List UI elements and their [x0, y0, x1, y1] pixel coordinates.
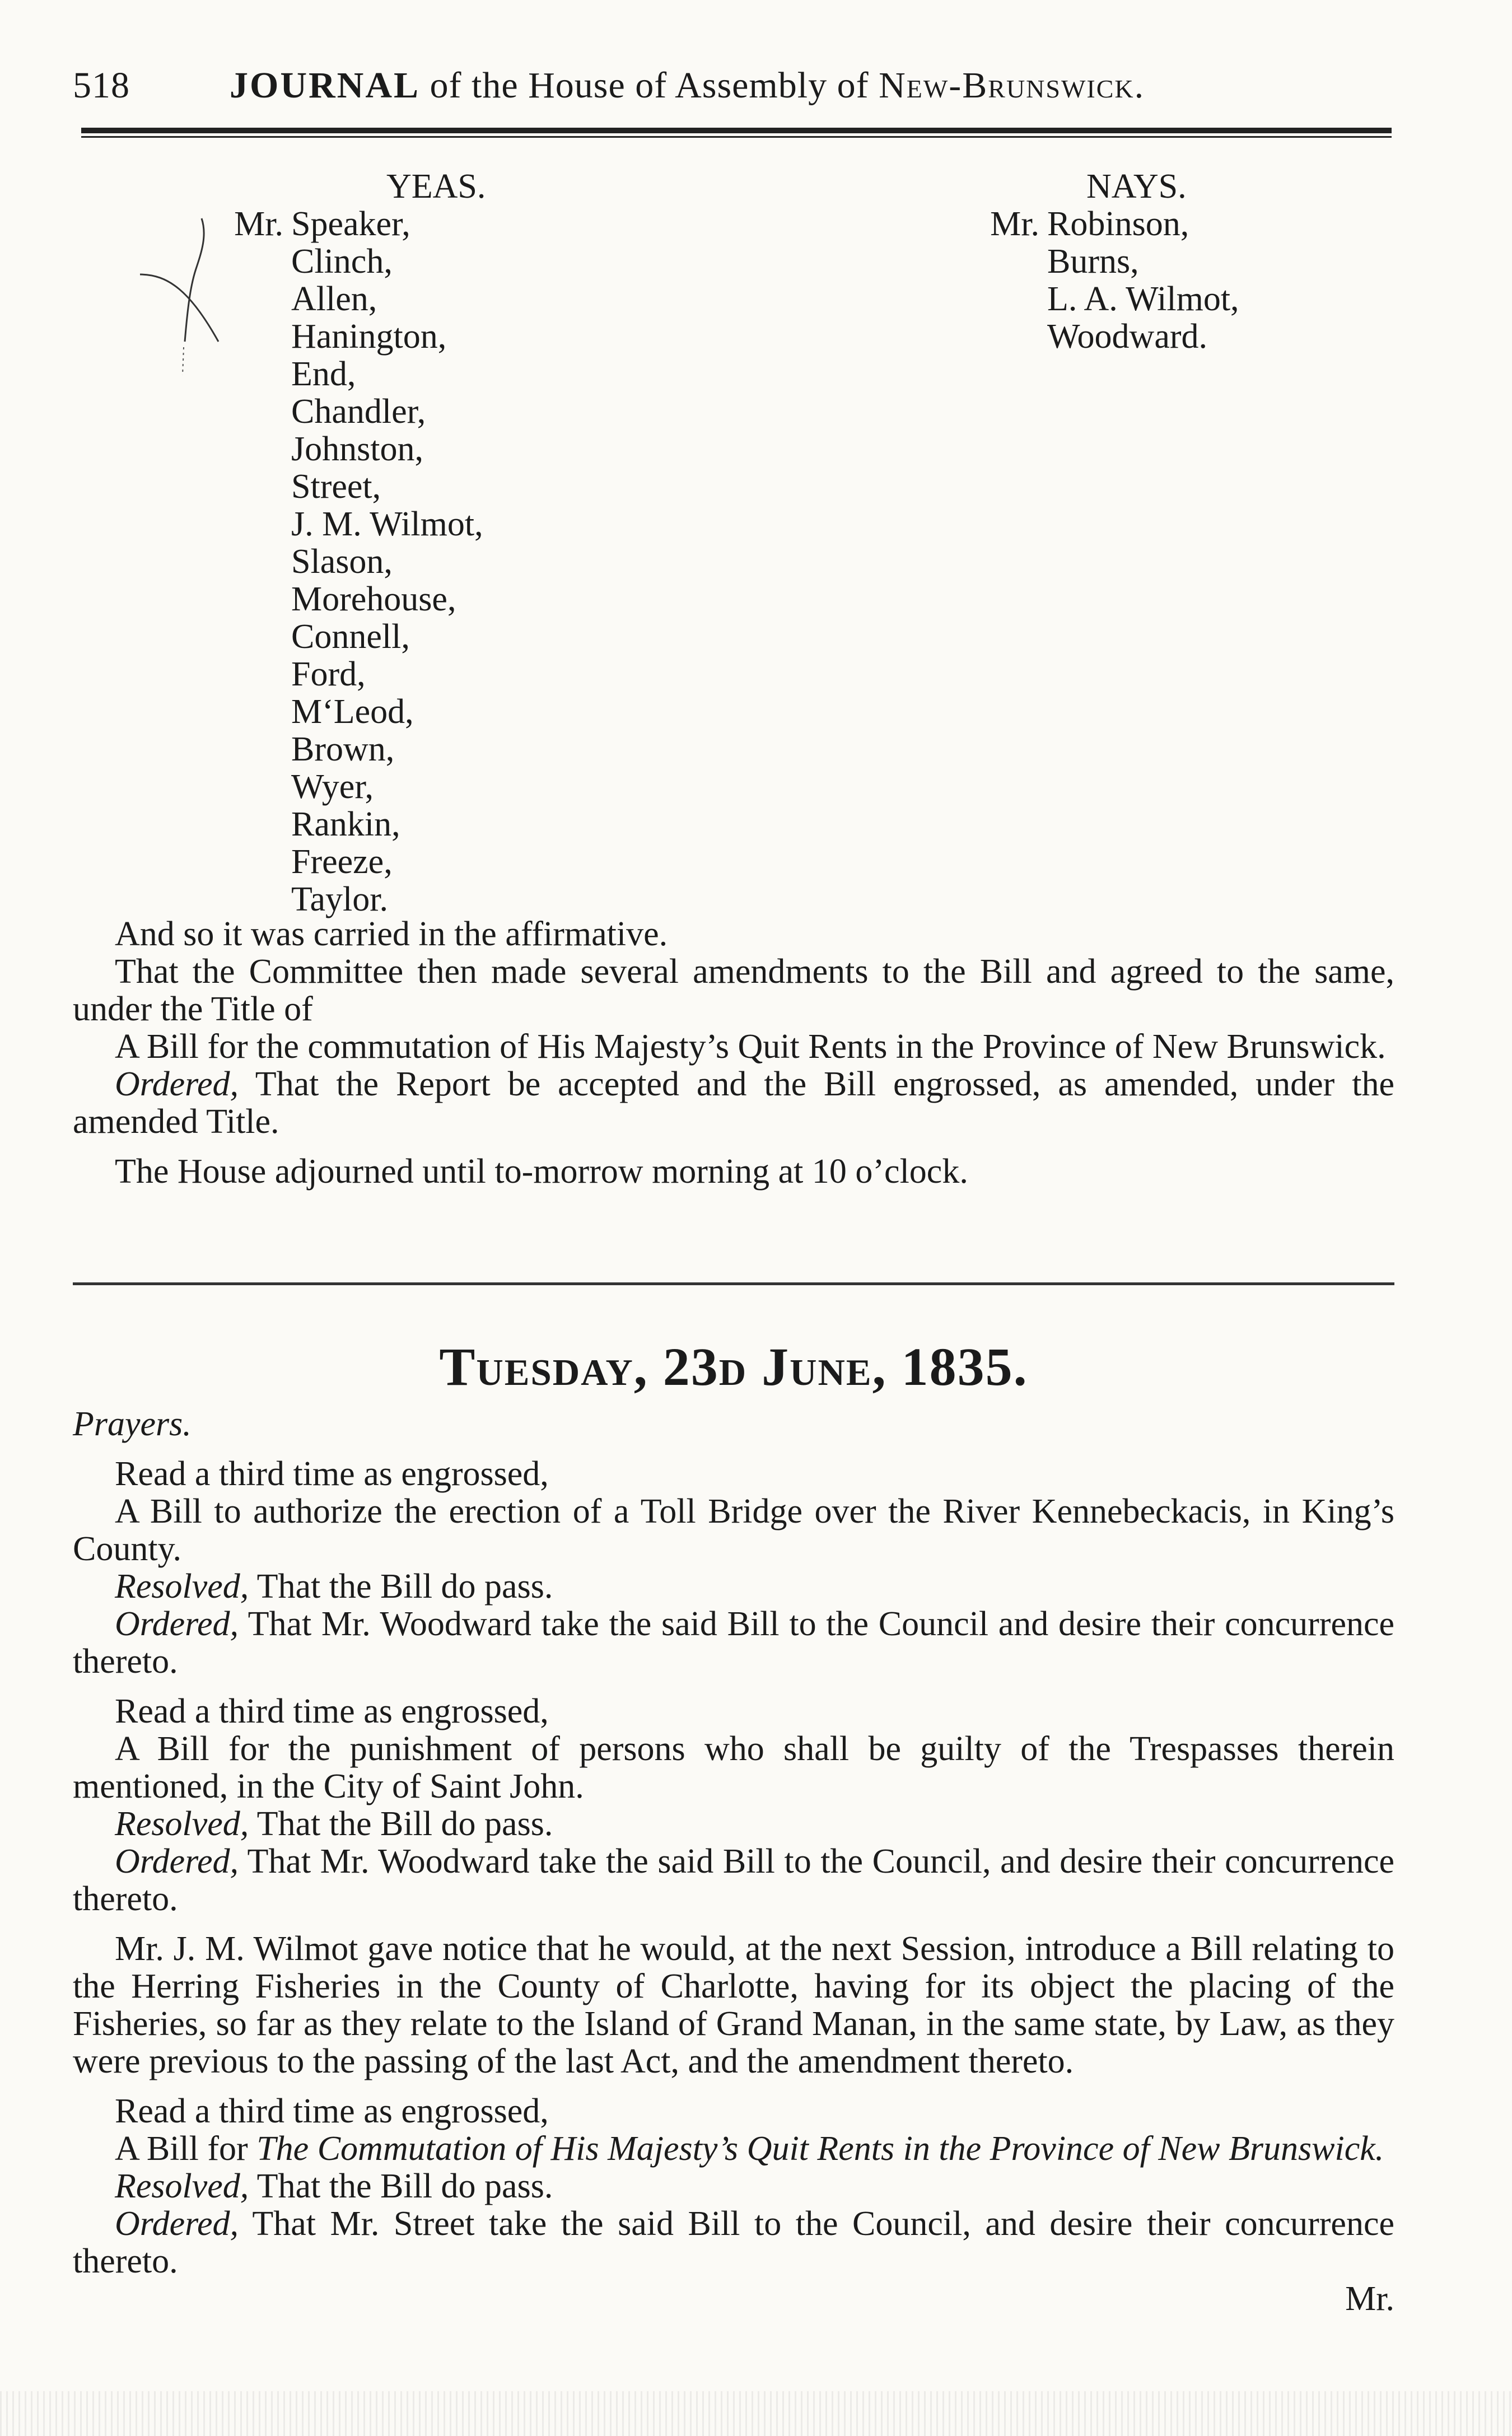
yeas-member [291, 543, 483, 581]
yeas-member [291, 693, 483, 731]
day-heading: Tuesday, 23d June, 1835. [439, 1337, 1028, 1397]
ordered-text: That Mr. Street take the said Bill to the Council, and desire their concurrence thereto. [73, 2205, 1394, 2280]
member-name: Speaker, [291, 205, 410, 243]
ordered-paragraph [73, 1843, 1394, 1918]
member-name: Brown, [291, 730, 395, 768]
nays-list [990, 205, 1239, 356]
member-name: Robinson, [1047, 205, 1189, 243]
paragraph: And so it was carried in the affirmative. [115, 915, 668, 953]
member-name: Clinch, [291, 242, 393, 281]
bill-italic-title: The Commutation of His Majesty’s Quit Rents in the Province of New Brunswick. [256, 2130, 1384, 2168]
member-name: Chandler, [291, 393, 426, 431]
bill-title [73, 2130, 1394, 2168]
bill-title: A Bill to authorize the erection of a Toll Bridge over the River Kennebeckacis, in King’s County. [73, 1492, 1394, 1568]
nays-member [1047, 243, 1239, 281]
member-name: Freeze, [291, 843, 393, 881]
member-name: Taylor. [291, 880, 389, 918]
paragraph: That the Committee then made several amendments to the Bill and agreed to the same, under the Title of [73, 953, 1394, 1028]
member-name: Woodward. [1047, 318, 1207, 356]
journal-subtitle: of the House of Assembly of [430, 65, 869, 106]
ordered-lead: Ordered, [115, 1842, 239, 1880]
resolved-paragraph [73, 1805, 1394, 1843]
yeas-member [291, 431, 483, 468]
yeas-member [291, 243, 483, 281]
paragraph: A Bill for the commutation of His Majesty’s Quit Rents in the Province of New Brunswick. [115, 1028, 1386, 1066]
member-name: J. M. Wilmot, [291, 505, 483, 543]
member-name: Connell, [291, 618, 410, 656]
resolved-paragraph [73, 2168, 1394, 2205]
tuesday-proceedings [73, 1406, 1394, 2318]
yeas-member [291, 881, 483, 918]
province-name: New-Brunswick. [879, 65, 1145, 106]
member-name: Allen, [291, 280, 377, 318]
yeas-list [234, 205, 483, 918]
yeas-member [291, 581, 483, 618]
bill-lead: A Bill for [115, 2130, 257, 2168]
resolved-text: That the Bill do pass. [249, 1567, 553, 1606]
header-rule [81, 128, 1392, 138]
ordered-lead: Ordered, [115, 2205, 239, 2243]
yeas-member [291, 318, 483, 356]
member-name: Wyer, [291, 768, 374, 806]
member-name: End, [291, 355, 356, 393]
yeas-member [291, 356, 483, 393]
bill-title: A Bill for the punishment of persons who shall be guilty of the Trespasses therein mentioned, in the City of Saint John. [73, 1730, 1394, 1805]
yeas-heading: YEAS. [386, 167, 486, 206]
member-name: L. A. Wilmot, [1047, 280, 1239, 318]
resolved-text: That the Bill do pass. [249, 2167, 553, 2205]
section-rule [73, 1282, 1394, 1285]
ordered-lead: Ordered, [115, 1605, 239, 1643]
member-title: Mr. [234, 205, 283, 243]
yeas-member [291, 656, 483, 693]
ordered-paragraph [73, 2205, 1394, 2280]
running-header [73, 64, 1394, 107]
member-name: Slason, [291, 543, 393, 581]
journal-title: JOURNAL [230, 65, 421, 106]
yeas-member [291, 393, 483, 431]
handwritten-cross-mark [134, 213, 230, 381]
adjournment-paragraph: The House adjourned until to-morrow morning at 10 o’clock. [115, 1152, 968, 1191]
yeas-member [291, 468, 483, 506]
read-third-time: Read a third time as engrossed, [115, 2092, 549, 2130]
member-name: Johnston, [291, 430, 423, 468]
catchword: Mr. [1345, 2280, 1394, 2318]
notice-paragraph: Mr. J. M. Wilmot gave notice that he would, at the next Session, introduce a Bill relating to the Herring Fisheries in the County of Charlotte, having for its object the placing of the Fisheries, so far as they relate to the Island of Grand Manan, in the same state, by Law, as they were previous to the passing of the last Act, and the amendment thereto. [73, 1930, 1394, 2080]
member-name: Street, [291, 468, 381, 506]
yeas-member [234, 205, 483, 243]
prayers-line: Prayers. [73, 1405, 192, 1443]
read-third-time: Read a third time as engrossed, [115, 1692, 549, 1730]
yeas-member [291, 806, 483, 843]
ordered-text: That Mr. Woodward take the said Bill to the Council, and desire their concurrence thereto. [73, 1842, 1394, 1918]
catchword-line [73, 2280, 1394, 2318]
member-name: M‘Leod, [291, 693, 414, 731]
yeas-member [291, 618, 483, 656]
resolved-text: That the Bill do pass. [249, 1805, 553, 1843]
scan-noise-strip [0, 2391, 1512, 2436]
read-third-time: Read a third time as engrossed, [115, 1455, 549, 1493]
member-name: Morehouse, [291, 580, 456, 618]
resolved-lead: Resolved, [115, 1805, 249, 1843]
nays-member [990, 205, 1239, 243]
resolved-lead: Resolved, [115, 1567, 249, 1606]
member-title: Mr. [990, 205, 1039, 243]
nays-member [1047, 318, 1239, 356]
ordered-paragraph [73, 1606, 1394, 1681]
member-name: Burns, [1047, 242, 1139, 281]
resolved-paragraph [73, 1568, 1394, 1606]
yeas-member [291, 843, 483, 881]
yeas-member [291, 506, 483, 543]
member-name: Rankin, [291, 805, 400, 843]
ordered-text: That the Report be accepted and the Bill engrossed, as amended, under the amended Title. [73, 1065, 1394, 1141]
yeas-member [291, 281, 483, 318]
member-name: Hanington, [291, 318, 447, 356]
page-number: 518 [73, 65, 130, 106]
nays-heading: NAYS. [1086, 167, 1187, 206]
nays-member [1047, 281, 1239, 318]
resolved-lead: Resolved, [115, 2167, 249, 2205]
member-name: Ford, [291, 655, 366, 693]
yeas-member [291, 768, 483, 806]
ordered-lead: Ordered, [115, 1065, 239, 1103]
yeas-member [291, 731, 483, 768]
ordered-text: That Mr. Woodward take the said Bill to the Council and desire their concurrence thereto. [73, 1605, 1394, 1681]
ordered-paragraph [73, 1066, 1394, 1141]
committee-report-section [73, 916, 1394, 1191]
